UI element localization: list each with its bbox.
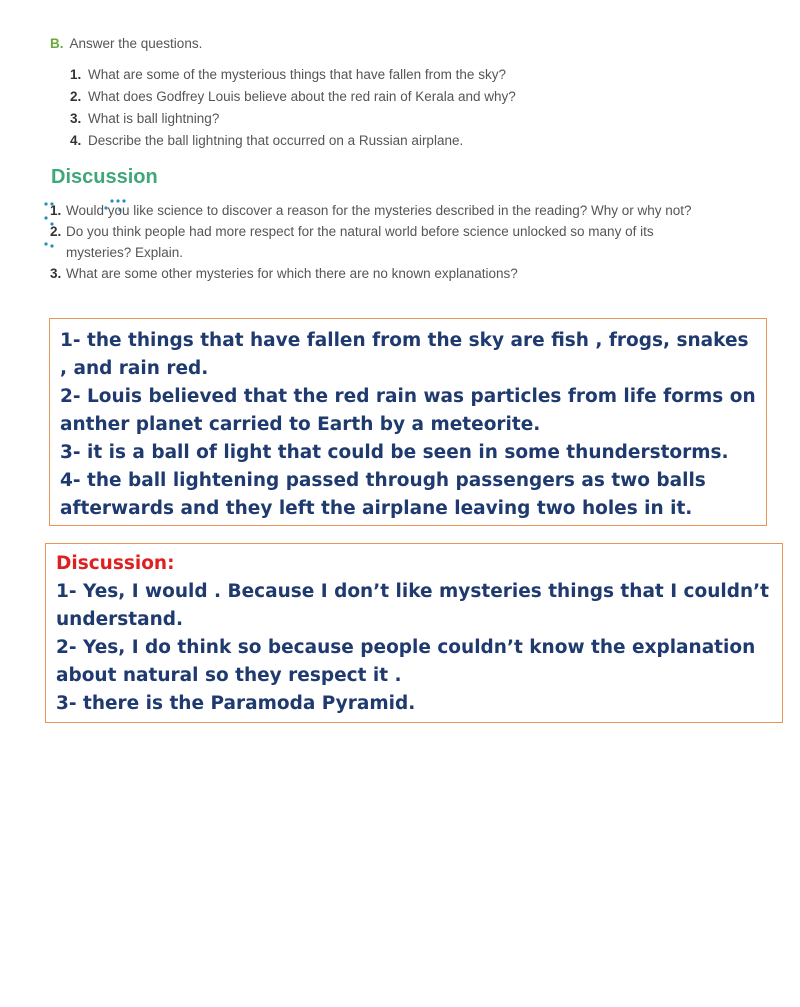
section-letter: B.: [50, 36, 64, 51]
answer-line: 3- it is a ball of light that could be seen in some thunderstorms.: [60, 442, 729, 463]
discussion-answers-title: Discussion:: [56, 553, 175, 574]
discussion-heading: Discussion: [51, 166, 158, 188]
question-text: What are some other mysteries for which there are no known explanations?: [66, 266, 518, 281]
question-text: What are some of the mysterious things that have fallen from the sky?: [88, 67, 506, 82]
discussion-question-item: [50, 242, 692, 263]
discussion-answer-line: 2- Yes, I do think so because people couldn’t know the explanation about natural so they respect it .: [56, 637, 756, 686]
question-number: 2.: [70, 89, 82, 104]
discussion-question-item: [50, 221, 692, 242]
question-text: What is ball lightning?: [88, 111, 220, 126]
question-number: 3.: [70, 111, 82, 126]
question-text: What does Godfrey Louis believe about the red rain of Kerala and why?: [88, 89, 516, 104]
discussion-question-item: [50, 200, 692, 221]
section-b-instruction: [50, 36, 202, 51]
discussion-answer-line: 3- there is the Paramoda Pyramid.: [56, 693, 416, 714]
comprehension-questions: [70, 64, 516, 152]
question-text: Do you think people had more respect for the natural world before science unlocked so many of its: [66, 224, 654, 239]
question-item: [70, 130, 516, 152]
question-number: 4.: [70, 133, 82, 148]
answer-line: 4- the ball lightening passed through passengers as two balls afterwards and they left the airplane leaving two holes in it.: [60, 470, 706, 519]
discussion-question-item: [50, 263, 692, 284]
answer-line: 1- the things that have fallen from the sky are fish , frogs, snakes , and rain red.: [60, 330, 749, 379]
answers-box: [49, 318, 767, 526]
question-item: [70, 86, 516, 108]
answer-line: 2- Louis believed that the red rain was particles from life forms on anther planet carried to Earth by a meteorite.: [60, 386, 756, 435]
question-number: 3.: [50, 266, 62, 281]
question-number: 1.: [50, 203, 62, 218]
textbook-scan: [0, 0, 800, 300]
discussion-questions: [50, 200, 692, 284]
question-text: Describe the ball lightning that occurred on a Russian airplane.: [88, 133, 464, 148]
section-instruction-text: Answer the questions.: [69, 36, 203, 51]
question-number: 2.: [50, 224, 62, 239]
question-item: [70, 108, 516, 130]
question-text: Would you like science to discover a reason for the mysteries described in the reading? Why or why not?: [66, 203, 692, 218]
question-text: mysteries? Explain.: [66, 245, 184, 260]
question-item: [70, 64, 516, 86]
question-number: 1.: [70, 67, 82, 82]
discussion-answers-box: [45, 543, 783, 723]
discussion-answer-line: 1- Yes, I would . Because I don’t like mysteries things that I couldn’t understand.: [56, 581, 770, 630]
